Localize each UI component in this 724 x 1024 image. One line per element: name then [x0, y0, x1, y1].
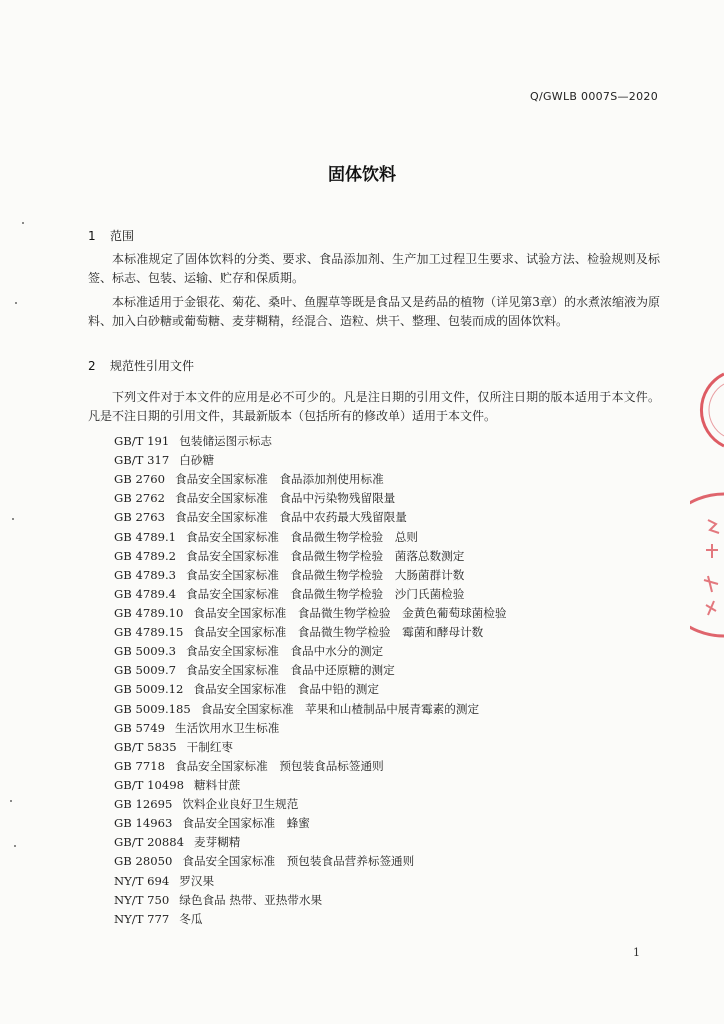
reference-title: 食品安全国家标准 食品微生物学检验 总则	[186, 529, 418, 544]
reference-code: GB 5009.185	[114, 701, 191, 716]
reference-title: 饮料企业良好卫生规范	[182, 797, 299, 812]
reference-title: 糖料甘蔗	[194, 777, 241, 792]
reference-item	[114, 680, 674, 699]
reference-title: 食品安全国家标准 食品微生物学检验 菌落总数测定	[186, 548, 465, 563]
reference-title: 食品安全国家标准 食品添加剂使用标准	[174, 472, 384, 487]
reference-item	[114, 795, 674, 814]
reference-item	[114, 757, 674, 776]
reference-title: 食品安全国家标准 预包装食品营养标签通则	[182, 854, 415, 869]
reference-title: 食品安全国家标准 食品中铅的测定	[193, 682, 379, 697]
section-number: 1	[88, 229, 96, 243]
reference-code: GB 4789.3	[114, 567, 177, 582]
reference-item	[114, 814, 674, 833]
reference-title: 食品安全国家标准 食品微生物学检验 金黄色葡萄球菌检验	[193, 605, 507, 620]
section-heading-scope	[88, 227, 134, 244]
reference-title: 食品安全国家标准 食品中污染物残留限量	[174, 491, 396, 506]
reference-list	[114, 432, 674, 929]
reference-code: GB 4789.1	[114, 529, 177, 544]
reference-code: GB/T 10498	[114, 777, 184, 792]
reference-item	[114, 585, 674, 604]
reference-title: 冬瓜	[179, 911, 203, 926]
reference-code: GB 4789.4	[114, 586, 177, 601]
reference-code: GB 4789.15	[114, 625, 184, 640]
reference-item	[114, 738, 674, 757]
reference-title: 食品安全国家标准 食品微生物学检验 霉菌和酵母计数	[193, 625, 484, 640]
reference-item	[114, 604, 674, 623]
reference-item	[114, 566, 674, 585]
reference-item	[114, 833, 674, 852]
reference-code: GB 2760	[114, 472, 165, 487]
reference-title: 包装储运图示标志	[179, 434, 273, 448]
scan-speck	[10, 800, 12, 802]
reference-code: NY/T 750	[114, 892, 170, 907]
scan-speck	[22, 222, 24, 224]
seal-stamp-partial-icon	[690, 370, 724, 450]
scan-speck	[14, 845, 16, 847]
reference-item	[114, 623, 674, 642]
reference-code: GB 7718	[114, 758, 165, 773]
reference-title: 食品安全国家标准 蜂蜜	[182, 816, 310, 831]
document-code: Q/GWLB 0007S—2020	[529, 90, 658, 103]
reference-item	[114, 872, 674, 891]
reference-code: GB 5009.3	[114, 644, 177, 659]
reference-code: GB 28050	[114, 854, 173, 869]
reference-code: GB 4789.2	[114, 548, 177, 563]
reference-code: GB 5009.7	[114, 663, 177, 678]
reference-code: GB/T 191	[114, 434, 170, 448]
reference-title: 生活饮用水卫生标准	[174, 720, 280, 735]
scope-paragraph: 本标准规定了固体饮料的分类、要求、食品添加剂、生产加工过程卫生要求、试验方法、检验规则及标签、标志、包装、运输、贮存和保质期。	[88, 252, 660, 285]
reference-title: 食品安全国家标准 食品微生物学检验 沙门氏菌检验	[186, 586, 465, 601]
reference-code: GB 5009.12	[114, 682, 184, 697]
reference-item	[114, 547, 674, 566]
reference-item	[114, 470, 674, 489]
reference-code: GB/T 20884	[114, 835, 184, 850]
reference-item	[114, 489, 674, 508]
reference-code: GB 14963	[114, 816, 173, 831]
reference-title: 罗汉果	[179, 873, 215, 888]
section-number: 2	[88, 359, 96, 373]
page-number: 1	[633, 946, 640, 959]
page-title: 固体饮料	[328, 165, 396, 185]
reference-item	[114, 776, 674, 795]
reference-title: 白砂糖	[179, 453, 215, 468]
reference-item	[114, 642, 674, 661]
reference-code: NY/T 777	[114, 911, 170, 926]
reference-title: 食品安全国家标准 苹果和山楂制品中展青霉素的测定	[200, 701, 480, 716]
seal-stamp-partial-icon	[690, 490, 724, 640]
section-title: 范围	[110, 229, 135, 243]
reference-item	[114, 719, 674, 738]
reference-code: GB/T 317	[114, 453, 170, 468]
scan-speck	[12, 518, 14, 520]
reference-code: GB 2763	[114, 510, 165, 525]
section-heading-normative-references	[88, 357, 194, 374]
reference-title: 干制红枣	[186, 739, 234, 754]
reference-item	[114, 700, 674, 719]
normative-intro-paragraph: 下列文件对于本文件的应用是必不可少的。凡是注日期的引用文件，仅所注日期的版本适用于本文件。凡是不注日期的引用文件，其最新版本（包括所有的修改单）适用于本文件。	[88, 390, 660, 423]
reference-code: GB 5749	[114, 720, 165, 735]
scope-paragraph: 本标准适用于金银花、菊花、桑叶、鱼腥草等既是食品又是药品的植物（详见第3章）的水煮浓缩液为原料、加入白砂糖或葡萄糖、麦芽糊精，经混合、造粒、烘干、整理、包装而成的固体饮料。	[88, 295, 660, 328]
reference-title: 食品安全国家标准 食品微生物学检验 大肠菌群计数	[186, 567, 465, 582]
reference-item	[114, 910, 674, 929]
section-title: 规范性引用文件	[110, 359, 195, 373]
reference-item	[114, 852, 674, 871]
reference-item	[114, 451, 674, 470]
reference-title: 食品安全国家标准 食品中农药最大残留限量	[174, 510, 407, 525]
reference-item	[114, 891, 674, 910]
reference-title: 食品安全国家标准 预包装食品标签通则	[174, 758, 384, 773]
reference-title: 麦芽糊精	[194, 835, 241, 850]
reference-item	[114, 661, 674, 680]
reference-item	[114, 432, 674, 451]
reference-item	[114, 528, 674, 547]
reference-title: 食品安全国家标准 食品中水分的测定	[186, 644, 384, 659]
reference-code: GB 2762	[114, 491, 165, 506]
reference-code: GB 12695	[114, 797, 173, 812]
reference-title: 食品安全国家标准 食品中还原糖的测定	[186, 663, 395, 678]
reference-code: NY/T 694	[114, 873, 170, 888]
reference-code: GB 4789.10	[114, 605, 184, 620]
reference-title: 绿色食品 热带、亚热带水果	[179, 892, 323, 907]
reference-code: GB/T 5835	[114, 739, 177, 754]
scan-speck	[15, 302, 17, 304]
reference-item	[114, 508, 674, 527]
